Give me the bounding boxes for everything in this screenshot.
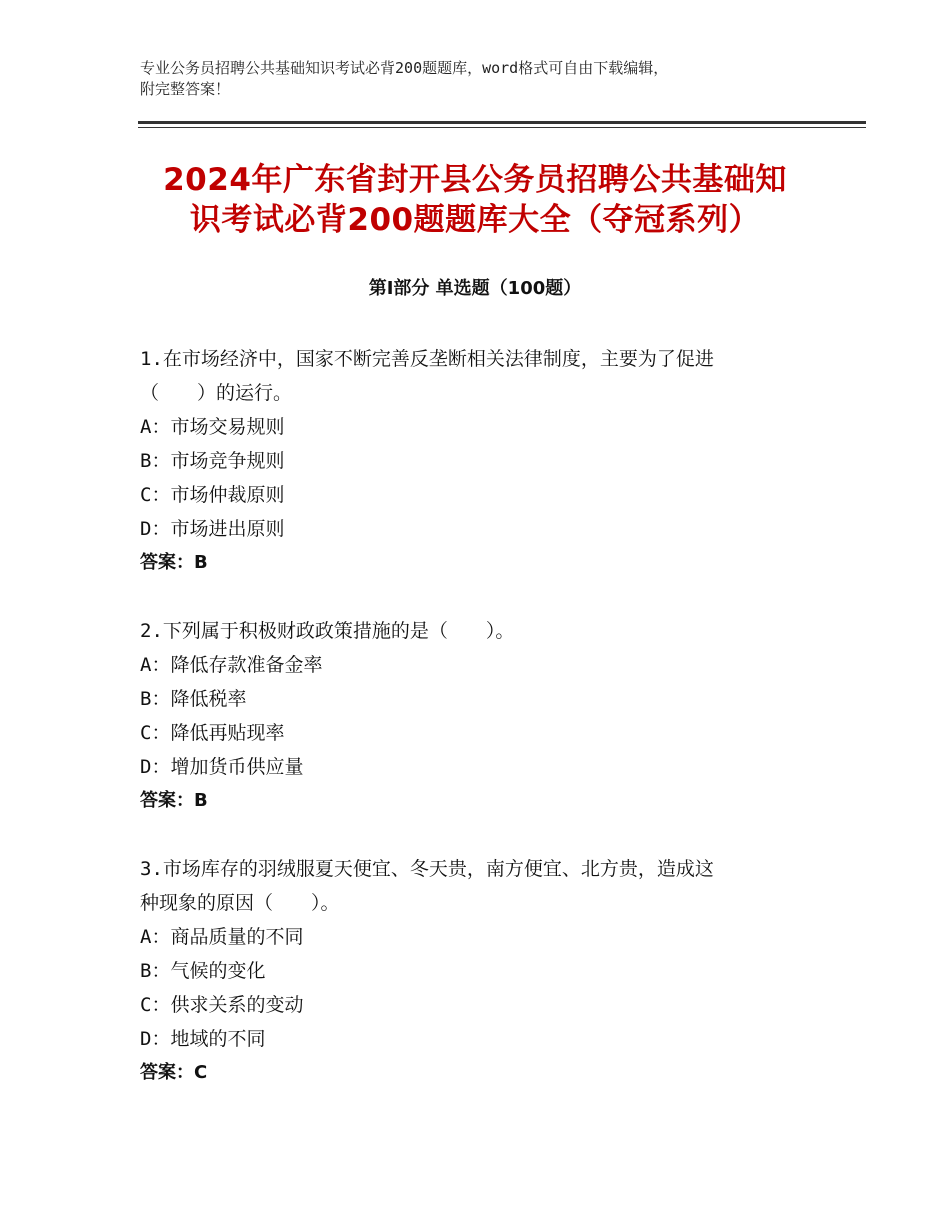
document-title-line-2: 识考试必背200题题库大全（夺冠系列） xyxy=(189,202,761,238)
question-stem-line: （ ）的运行。 xyxy=(140,382,293,404)
question-list xyxy=(140,342,820,1124)
option-a: A：市场交易规则 xyxy=(140,416,285,438)
question-stem xyxy=(140,342,820,410)
section-title: 第Ⅰ部分 单选题（100题） xyxy=(368,278,582,299)
option-d: D：市场进出原则 xyxy=(140,518,285,540)
header-note xyxy=(140,58,830,100)
answer-label: 答案：B xyxy=(140,790,208,811)
option-c: C：降低再贴现率 xyxy=(140,722,285,744)
document-title-line-1: 2024年广东省封开县公务员招聘公共基础知 xyxy=(163,162,787,198)
question-item xyxy=(140,852,820,1090)
header-divider-thick xyxy=(138,121,866,124)
question-item xyxy=(140,342,820,580)
question-stem-line: 3.市场库存的羽绒服夏天便宜、冬天贵，南方便宜、北方贵，造成这 xyxy=(140,858,714,880)
question-stem xyxy=(140,614,820,648)
header-note-line-2: 附完整答案！ xyxy=(140,80,231,98)
question-stem-line: 2.下列属于积极财政政策措施的是（ ）。 xyxy=(140,620,515,642)
option-d: D：地域的不同 xyxy=(140,1028,266,1050)
answer-label: 答案：B xyxy=(140,552,208,573)
option-b: B：降低税率 xyxy=(140,688,247,710)
option-d: D：增加货币供应量 xyxy=(140,756,304,778)
header-divider-thin xyxy=(138,127,866,128)
option-b: B：气候的变化 xyxy=(140,960,266,982)
document-title xyxy=(140,160,810,240)
answer-label: 答案：C xyxy=(140,1062,208,1083)
question-stem-line: 1.在市场经济中，国家不断完善反垄断相关法律制度，主要为了促进 xyxy=(140,348,714,370)
option-b: B：市场竞争规则 xyxy=(140,450,285,472)
option-c: C：供求关系的变动 xyxy=(140,994,304,1016)
option-a: A：商品质量的不同 xyxy=(140,926,304,948)
question-stem-line: 种现象的原因（ ）。 xyxy=(140,892,340,914)
option-c: C：市场仲裁原则 xyxy=(140,484,285,506)
question-stem xyxy=(140,852,820,920)
option-a: A：降低存款准备金率 xyxy=(140,654,323,676)
question-item xyxy=(140,614,820,818)
header-note-line-1: 专业公务员招聘公共基础知识考试必背200题题库，word格式可自由下载编辑， xyxy=(140,59,669,77)
